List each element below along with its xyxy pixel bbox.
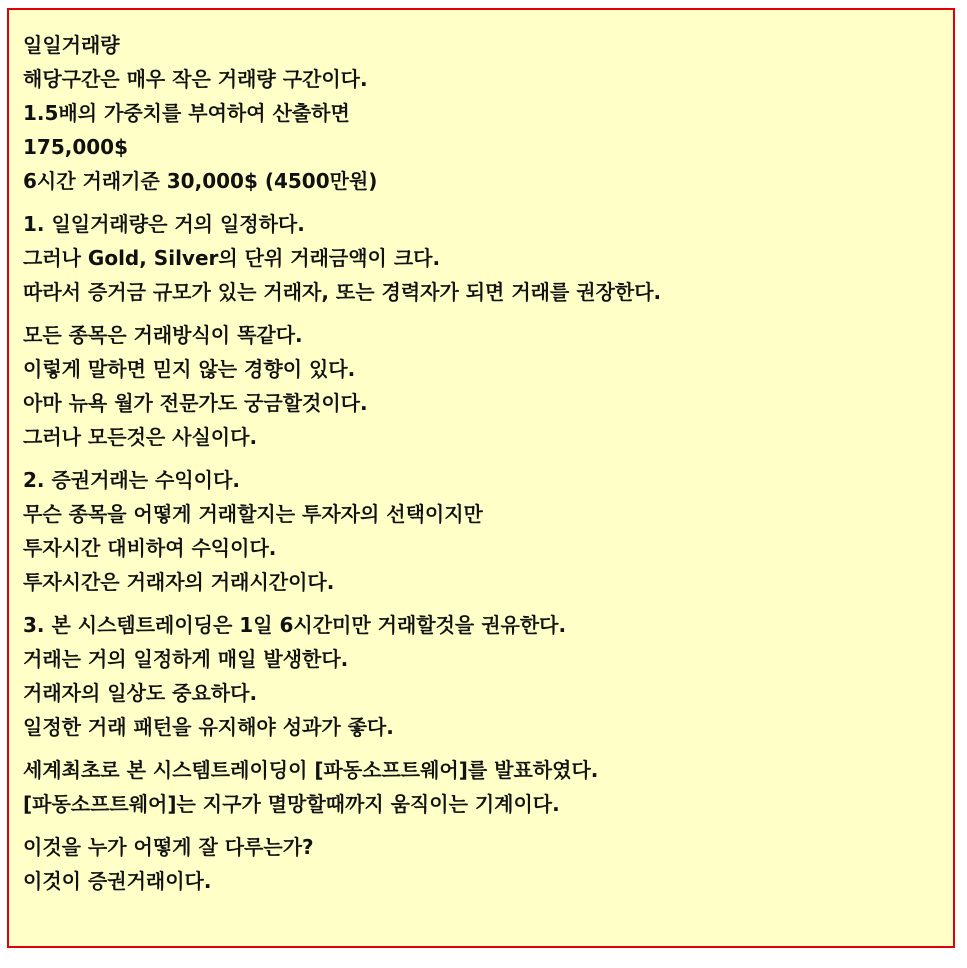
text-block-point-3 bbox=[23, 608, 953, 744]
text-line: 투자시간은 거래자의 거래시간이다. bbox=[23, 570, 335, 594]
text-line: 해당구간은 매우 작은 거래량 구간이다. bbox=[23, 67, 368, 91]
text-block-point-1 bbox=[23, 207, 953, 309]
text-line: 일정한 거래 패턴을 유지해야 성과가 좋다. bbox=[23, 715, 394, 739]
text-line: 무슨 종목을 어떻게 거래할지는 투자자의 선택이지만 bbox=[23, 502, 483, 526]
text-line: 모든 종목은 거래방식이 똑같다. bbox=[23, 323, 303, 347]
text-line: 세계최초로 본 시스템트레이딩이 [파동소프트웨어]를 발표하였다. bbox=[23, 758, 599, 782]
text-panel bbox=[7, 8, 955, 948]
text-line: 그러나 모든것은 사실이다. bbox=[23, 425, 258, 449]
text-line: 이것이 증권거래이다. bbox=[23, 869, 212, 893]
text-block-wave-software bbox=[23, 753, 953, 821]
text-line: 일일거래량 bbox=[23, 33, 120, 57]
text-line: 거래자의 일상도 중요하다. bbox=[23, 681, 258, 705]
text-line: 1. 일일거래량은 거의 일정하다. bbox=[23, 212, 305, 236]
text-line: 이것을 누가 어떻게 잘 다루는가? bbox=[23, 835, 314, 859]
text-line: 이렇게 말하면 믿지 않는 경향이 있다. bbox=[23, 357, 356, 381]
text-block-volume bbox=[23, 28, 953, 198]
text-line: 6시간 거래기준 30,000$ (4500만원) bbox=[23, 169, 378, 193]
text-line: 아마 뉴욕 월가 전문가도 궁금할것이다. bbox=[23, 391, 368, 415]
text-line: [파동소프트웨어]는 지구가 멸망할때까지 움직이는 기계이다. bbox=[23, 792, 560, 816]
text-line: 2. 증권거래는 수익이다. bbox=[23, 468, 240, 492]
text-block-closing bbox=[23, 830, 953, 898]
text-block-all-items bbox=[23, 318, 953, 454]
text-line: 그러나 Gold, Silver의 단위 거래금액이 크다. bbox=[23, 246, 441, 270]
text-line: 거래는 거의 일정하게 매일 발생한다. bbox=[23, 647, 349, 671]
text-line: 따라서 증거금 규모가 있는 거래자, 또는 경력자가 되면 거래를 권장한다. bbox=[23, 280, 662, 304]
text-line: 175,000$ bbox=[23, 135, 129, 159]
text-line: 3. 본 시스템트레이딩은 1일 6시간미만 거래할것을 권유한다. bbox=[23, 613, 567, 637]
text-block-point-2 bbox=[23, 463, 953, 599]
text-line: 1.5배의 가중치를 부여하여 산출하면 bbox=[23, 101, 350, 125]
text-line: 투자시간 대비하여 수익이다. bbox=[23, 536, 277, 560]
